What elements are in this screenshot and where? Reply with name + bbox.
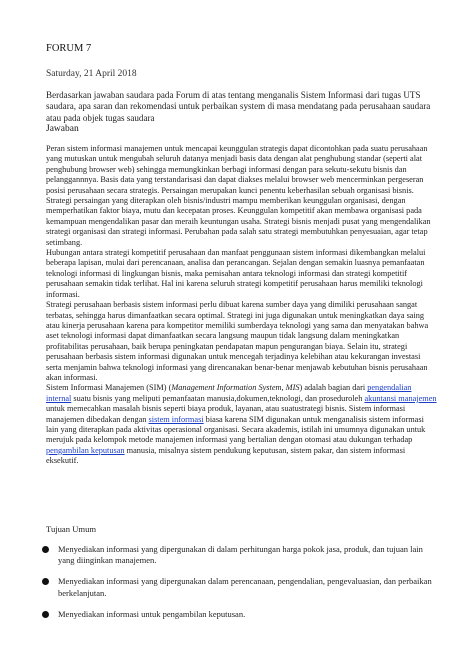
p4-text-a: Sistem Informasi Manajemen (SIM) (: [46, 383, 172, 393]
p4-text-e: untuk memecahkan masalah bisnis seperti biaya produk, layanan, atau suatustrategi bisnis. Sistem informasi manajemen dibedakan dengan: [46, 404, 406, 424]
goals-list: [40, 544, 440, 630]
sub-heading-tujuan-umum: Tujuan Umum: [46, 524, 97, 534]
link-pengendalian-internal[interactable]: pengendalian internal: [46, 383, 412, 403]
bullet-icon: [42, 546, 49, 553]
answer-body: [46, 144, 438, 467]
link-sistem-informasi[interactable]: sistem informasi: [148, 414, 204, 424]
link-akuntansi-manajemen[interactable]: akuntansi manajemen: [364, 393, 437, 403]
p4-text-f: biasa karena SIM digunakan untuk menganalisis sistem informasi lain yang diterapkan pada aktivitas operasional organisasi. Secara akademis, istilah ini umumnya digunakan untuk merujuk pada kelompok metode manajemen informasi yang bertalian dengan otomasi atau dukungan terhadap: [46, 414, 426, 445]
link-pengambilan-keputusan[interactable]: pengambilan keputusan: [46, 445, 125, 455]
answer-heading: Jawaban: [46, 124, 79, 134]
paragraph-3: Strategi perusahaan berbasis sistem informasi perlu dibuat karena sumber daya yang dimiliki perusahaan sangat terbatas, sehingga harus dimanfaatkan secara optimal. Strategi ini juga digunakan untuk meningkatkan daya saing atau kinerja perusahaan karena para kompetitor memiliki sumberdaya teknologi yang sama dan menyatakan bahwa aset teknologi informasi dapat dimanfaatkan secara langsung maupun tidak langsung dalam meningkatkan profitabilitas perusahaan, baik berupa peningkatan pendapatan mapun pengurangan biaya. Selain itu, strategi perusahaan berbasis sistem informasi digunakan untuk mencegah terjadinya kelebihan atau kekurangan investasi serta menjamin bahwa teknologi informasi yang direncanakan benar-benar menjawab kebutuhan bisnis perusahaan akan informasi.: [46, 300, 429, 382]
list-item: [40, 544, 440, 566]
p4-italic-term: Management Information System, MIS: [171, 383, 300, 393]
p4-text-g: manusia, misalnya sistem pendukung keputusan, sistem pakar, dan sistem informasi eksekutif.: [46, 445, 406, 466]
bullet-icon: [42, 578, 49, 585]
bullet-icon: [42, 611, 49, 618]
list-item: [40, 609, 440, 620]
p4-text-d: suatu bisnis yang meliputi pemanfaatan manusia,dokumen,teknologi, dan proseduroleh: [71, 393, 365, 403]
list-item-text: Menyediakan informasi yang dipergunakan di dalam perhitungan harga pokok jasa, produk, dan tujuan lain yang diinginkan manajemen.: [58, 544, 423, 566]
list-item: [40, 576, 440, 598]
p4-text-c: ) adalah bagian dari: [299, 383, 368, 393]
list-item-text: Menyediakan informasi untuk pengambilan keputusan.: [58, 608, 246, 619]
list-item-text: Menyediakan informasi yang dipergunakan dalam perencanaan, pengendalian, pengevaluasian, dan perbaikan berkelanjutan.: [58, 576, 432, 598]
question-text: Berdasarkan jawaban saudara pada Forum di atas tentang menganalis Sistem Informasi dari tugas UTS saudara, apa saran dan rekomendasi untuk perbaikan system di masa mendatang pada perusahaan saudara atau pada objek tugas saudara: [46, 90, 431, 123]
paragraph-2: Hubungan antara strategi kompetitif perusahaan dan manfaat penggunaan sistem informasi dikembangkan melalui beberapa lapisan, mulai dari perencanaan, analisa dan perancangan. Sejalan dengan semakin luasnya pemanfaatan teknologi informasi di lingkungan bisnis, maka pemisahan antara teknologi informasi dan strategi kompetitif perusahaan semakin tidak terlihat. Hal ini karena seluruh strategi kompetitif perusahaan harus memiliki teknologi informasi.: [46, 248, 426, 299]
paragraph-1: Peran sistem informasi manajemen untuk mencapai keunggulan strategis dapat dicontohkan pada suatu perusahaan yang mutuskan untuk mengubah seluruh datanya menjadi basis data dengan alat penghubung standar (seperti alat penghubung browser web) sehingga memungkinkan berbagi informasi dengan para sekutu-sekutu bisnis dan pelanggannnya. Basis data yang terstandarisasi dan dapat diakses melalui browser web mencerminkan pergeseran posisi perusahaan secara strategis. Persaingan merupakan kunci penentu keberhasilan sebuah organisasi bisnis. Strategi persaingan yang diterapkan oleh bisnis/industri mampu memberikan keunggulan organisasi, dengan memperhatikan faktor biaya, mutu dan kecepatan proses. Keunggulan kompetitif akan membawa organisasi pada kemampuan mengendalikan pasar dan meraih keuntungan usaha. Strategi bisnis menjadi pusat yang mengendalikan strategi organisasi dan strategi informasi. Perubahan pada salah satu strategi membutuhkan penyesuaian, agar tetap setimbang.: [46, 144, 431, 247]
paragraph-4: [46, 383, 438, 466]
post-date: Saturday, 21 April 2018: [46, 69, 137, 79]
forum-title: FORUM 7: [46, 43, 92, 54]
